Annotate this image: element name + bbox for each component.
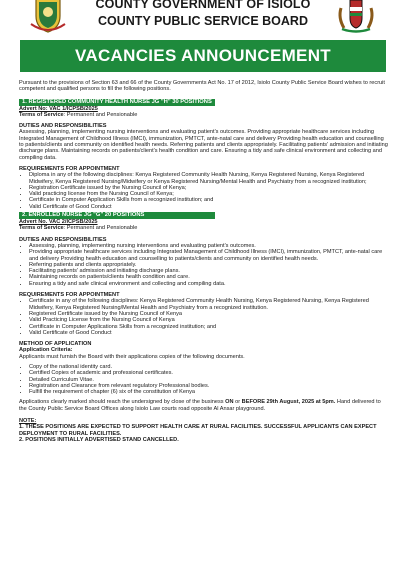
closing-on: ON [225,399,234,406]
list-item: • Facilitating patients' admission and initiating discharge plans. [29,268,389,274]
position-1-terms [19,112,389,118]
application-criteria-text: Applicants must furnish the Board with their applications copies of the following documents. [19,353,245,360]
list-item: • Assessing, planning, implementing nursing interventions and evaluating patient's outcomes. [29,243,389,249]
list-item: • Referring patients and clients appropriately. [29,262,389,268]
position-2-title: 2. ENROLLED NURSE JG "G" 20 POSITIONS [19,212,215,219]
note-item-2: 2. POSITIONS INITIALLY ADVERTISED STAND CANCELLED. [19,436,179,443]
list-item: • Diploma in any of the following disciplines: Kenya Registered Community Health Nursing, Kenya Registered Nursing, Kenya Registered Midwifery, Kenya Registered Nursing/Midwifery or Kenya Registered Nursing/Mental Health and Psychiatry from a recognized institution; [29,172,389,185]
position-2-duties [19,243,389,287]
position-1-title: 1. REGISTERED COMMUNITY HEALTH NURSE JG "H" 30 POSITIONS [19,99,215,106]
terms-label: Terms of Service [19,111,64,118]
list-item: • Certificate in Computer Applications Skills from a recognized institution; and [29,324,389,330]
note-heading: NOTE: [19,418,37,425]
intro-paragraph: Pursuant to the provisions of Section 63 and 66 of the County Governments Act No. 17 of 2012, Isiolo County Public Service Board wishes to recruit competent and qualified persons to fill the following positions. [19,80,385,93]
list-item: • Registered Certificate issued by the Nursing Council of Kenya [29,311,389,317]
list-item: • Copy of the national identity card. [29,364,389,370]
closing-pre: Applications clearly marked should reach the undersigned by close of the business [19,399,224,406]
terms-value: : Permanent and Pensionable [63,111,138,118]
vacancies-banner: VACANCIES ANNOUNCEMENT [20,40,386,72]
position-1-duties-heading: DUTIES AND RESPONSIBILITIES [19,123,107,130]
list-item: • Valid practicing license from the Nursing Council of Kenya; [29,191,389,197]
position-2-req-heading: REQUIREMENTS FOR APPOINTMENT [19,292,120,299]
header [0,0,406,40]
list-item: • Fulfill the requirement of chapter (6) six of the constitution of Kenya [29,389,389,395]
header-title-line1: COUNTY GOVERNMENT OF ISIOLO [95,0,311,11]
list-item: • Registration Certificate issued by the Nursing Council of Kenya; [29,185,389,191]
position-2-advert: Advert No. VAC 2/ICPSB/2025 [19,219,98,226]
list-item: • Certificate in Computer Application Skills from a recognized institution; and [29,197,389,203]
terms-label: Terms of Service [19,225,64,232]
terms-value: : Permanent and Pensionable [63,225,138,232]
application-heading: METHOD OF APPLICATION [19,341,92,348]
position-1-req-heading: REQUIREMENTS FOR APPOINTMENT [19,165,120,172]
position-2-duties-heading: DUTIES AND RESPONSIBILITIES [19,236,107,243]
list-item: • Valid Certificate of Good Conduct [29,204,389,210]
list-item: • Registration and Clearance from relevant regulatory Professional bodies. [29,383,389,389]
closing-or: or [235,399,241,406]
list-item: • Certified Copies of academic and professional certificates. [29,370,389,376]
application-criteria-label: Application Criteria: [19,347,73,354]
list-item: • Detailed Curriculum Vitae. [29,377,389,383]
position-1-duties: Assessing, planning, implementing nursing interventions and evaluating patient's outcomes. Providing appropriate healthcare services including Integrated Management of Childhood Illness (IMCI), immunization, PMTCT, ante-natal care and delivery Providing health education and counselling to patients/clients and community on identified health needs. Referring patients and clients appropriately. Facilitating patients' admission and initiating discharge plans. Maintaining records on patients/client's health condition and care. Ensuring a tidy and safe clinical environment and collecting and compiling data. [19,129,388,161]
list-item: • Ensuring a tidy and safe clinical environment and collecting and compiling data. [29,281,389,287]
list-item: • Maintaining records on patients/clients health condition and care. [29,274,389,280]
list-item: • Certificate in any of the following disciplines: Kenya Registered Community Health Nursing, Kenya Registered Nursing, Kenya Registered Midwifery, Kenya Registered Nursing/Mental Health and Psychiatry from a recognized institution. [29,298,389,311]
list-item: • Valid Practicing License from the Nursing Council of Kenya [29,317,389,323]
closing-date: BEFORE 29th August, 2025 at 5pm. [241,399,336,406]
position-1-requirements [19,172,389,210]
list-item: • Providing appropriate healthcare services including Integrated Management of Childhood Illness (IMCI), immunization, PMTCT, ante-natal care and delivery Providing health education and counselling to patients/clients and community on identified health needs. [29,249,389,262]
kenya-coat-of-arms-logo [336,0,376,34]
application-documents [19,364,389,395]
closing-paragraph [19,399,389,412]
position-1-advert: Advert No: VAC 1/ICPSB/2025 [19,105,98,112]
position-2-requirements [19,298,389,336]
closing-post: Hand delivered to the County Public Service Board Offices along Isiolo Law courts road opposite Al Ansar playground. [19,399,381,412]
note-item-1: 1. THESE POSITIONS ARE EXPECTED TO SUPPORT HEALTH CARE AT RURAL FACILITIES. SUCCESSFUL APPLICANTS CAN EXPECT DEPLOYMENT TO RURAL FACILITIES. [19,424,377,437]
body-content [19,80,389,443]
list-item: • Valid Certificate of Good Conduct [29,330,389,336]
header-title-line2: COUNTY PUBLIC SERVICE BOARD [98,14,308,28]
position-2-terms [19,225,389,231]
